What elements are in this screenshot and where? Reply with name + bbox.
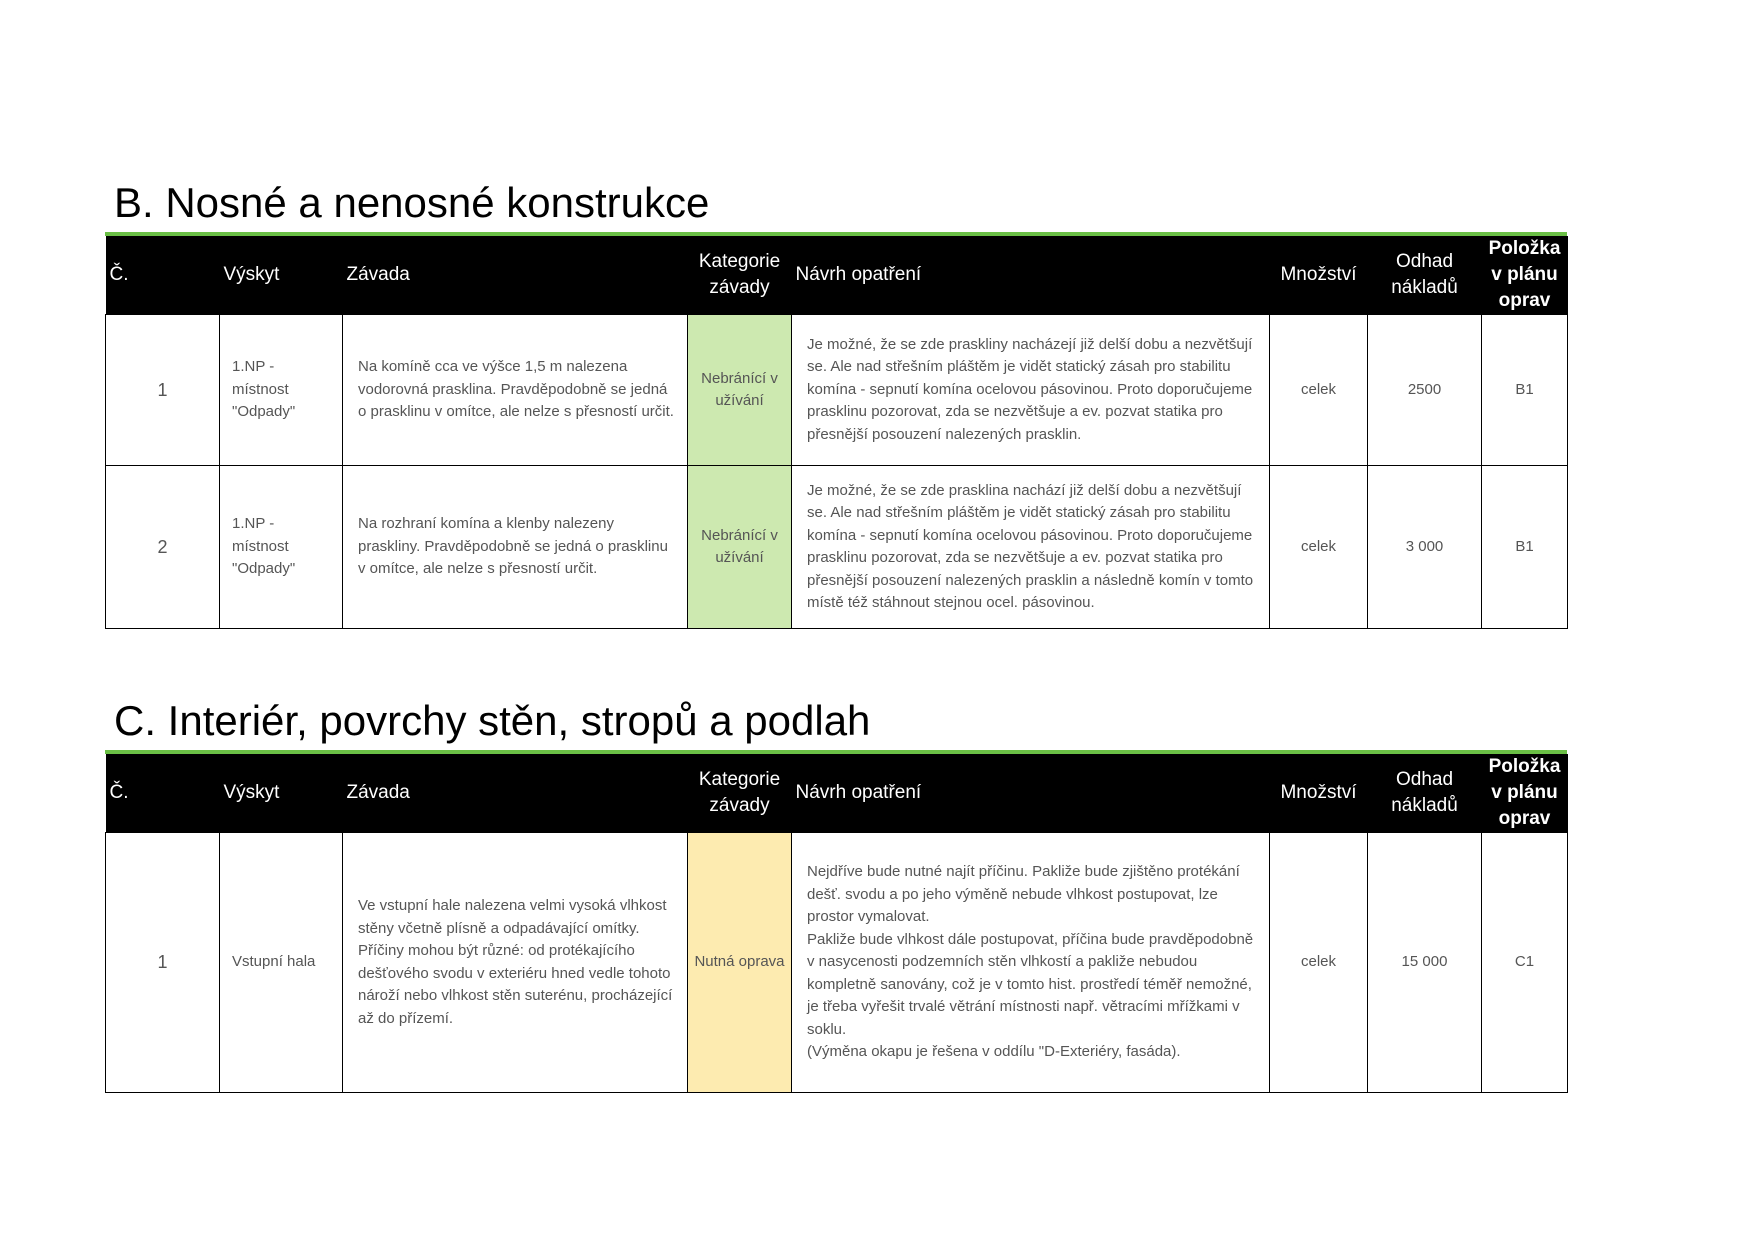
row-quantity: celek bbox=[1270, 315, 1368, 466]
row-cost: 2500 bbox=[1368, 315, 1482, 466]
header-quantity: Množství bbox=[1270, 236, 1368, 315]
row-location: 1.NP - místnost "Odpady" bbox=[220, 315, 343, 466]
header-plan-item: Položka v plánu oprav bbox=[1482, 754, 1568, 833]
header-category: Kategorie závady bbox=[688, 236, 792, 315]
header-defect: Závada bbox=[343, 754, 688, 833]
row-num: 2 bbox=[106, 466, 220, 629]
table-header-row bbox=[106, 236, 1568, 315]
defects-table bbox=[105, 236, 1568, 629]
row-quantity: celek bbox=[1270, 466, 1368, 629]
row-quantity: celek bbox=[1270, 833, 1368, 1093]
section-c bbox=[105, 696, 1567, 1093]
row-plan-item: B1 bbox=[1482, 315, 1568, 466]
row-category: Nutná oprava bbox=[688, 833, 792, 1093]
row-cost: 3 000 bbox=[1368, 466, 1482, 629]
header-num: Č. bbox=[106, 236, 220, 315]
header-measure: Návrh opatření bbox=[792, 236, 1270, 315]
row-num: 1 bbox=[106, 833, 220, 1093]
row-measure: Je možné, že se zde praskliny nacházejí již delší dobu a nezvětšují se. Ale nad střešním pláštěm je vidět statický zásah pro stabilitu komína - sepnutí komína ocelovou pásovinou. Proto doporučujeme prasklinu pozorovat, zda se nezvětšuje a ev. pozvat statika pro přesnější posouzení nalezených prasklin. bbox=[792, 315, 1270, 466]
row-location: 1.NP - místnost "Odpady" bbox=[220, 466, 343, 629]
header-quantity: Množství bbox=[1270, 754, 1368, 833]
table-row bbox=[106, 315, 1568, 466]
row-defect: Ve vstupní hale nalezena velmi vysoká vlhkost stěny včetně plísně a odpadávající omítky. Příčiny mohou být různé: od protékajícího dešťového svodu v exteriéru hned vedle tohoto nároží nebo vlhkost stěn suterénu, procházející až do přízemí. bbox=[343, 833, 688, 1093]
row-cost: 15 000 bbox=[1368, 833, 1482, 1093]
row-location: Vstupní hala bbox=[220, 833, 343, 1093]
row-category: Nebránící v užívání bbox=[688, 315, 792, 466]
table-row bbox=[106, 466, 1568, 629]
header-cost: Odhad nákladů bbox=[1368, 236, 1482, 315]
defects-table bbox=[105, 754, 1568, 1093]
row-defect: Na komíně cca ve výšce 1,5 m nalezena vodorovná prasklina. Pravděpodobně se jedná o prasklinu v omítce, ale nelze s přesností určit. bbox=[343, 315, 688, 466]
header-cost: Odhad nákladů bbox=[1368, 754, 1482, 833]
header-num: Č. bbox=[106, 754, 220, 833]
table-row bbox=[106, 833, 1568, 1093]
header-plan-item: Položka v plánu oprav bbox=[1482, 236, 1568, 315]
section-title: B. Nosné a nenosné konstrukce bbox=[114, 179, 710, 226]
header-defect: Závada bbox=[343, 236, 688, 315]
row-measure: Je možné, že se zde prasklina nachází již delší dobu a nezvětšují se. Ale nad střešním pláštěm je vidět statický zásah pro stabilitu komína - sepnutí komína ocelovou pásovinou. Proto doporučujeme prasklinu pozorovat, zda se nezvětšuje a ev. pozvat statika pro přesnější posouzení nalezených prasklin a následně komín v tomto místě též stáhnout stejnou ocel. pásovinou. bbox=[792, 466, 1270, 629]
header-measure: Návrh opatření bbox=[792, 754, 1270, 833]
row-measure: Nejdříve bude nutné najít příčinu. Pakliže bude zjištěno protékání dešť. svodu a po jeho výměně nebude vlhkost postupovat, lze prostor vymalovat. Pakliže bude vlhkost dále postupovat, příčina bude pravděpodobně v nasycenosti podzemních stěn vlhkostí a pakliže nebudou kompletně sanovány, což je v tomto hist. prostředí téměř nemožné, je třeba vyřešit trvalé větrání místnosti např. větracími mřížkami v soklu. (Výměna okapu je řešena v oddílu "D-Exteriéry, fasáda). bbox=[792, 833, 1270, 1093]
table-header-row bbox=[106, 754, 1568, 833]
section-title: C. Interiér, povrchy stěn, stropů a podlah bbox=[114, 697, 871, 744]
row-num: 1 bbox=[106, 315, 220, 466]
header-location: Výskyt bbox=[220, 754, 343, 833]
row-category: Nebránící v užívání bbox=[688, 466, 792, 629]
row-plan-item: C1 bbox=[1482, 833, 1568, 1093]
row-plan-item: B1 bbox=[1482, 466, 1568, 629]
header-location: Výskyt bbox=[220, 236, 343, 315]
row-defect: Na rozhraní komína a klenby nalezeny praskliny. Pravděpodobně se jedná o prasklinu v omítce, ale nelze s přesností určit. bbox=[343, 466, 688, 629]
header-category: Kategorie závady bbox=[688, 754, 792, 833]
section-b bbox=[105, 178, 1567, 629]
